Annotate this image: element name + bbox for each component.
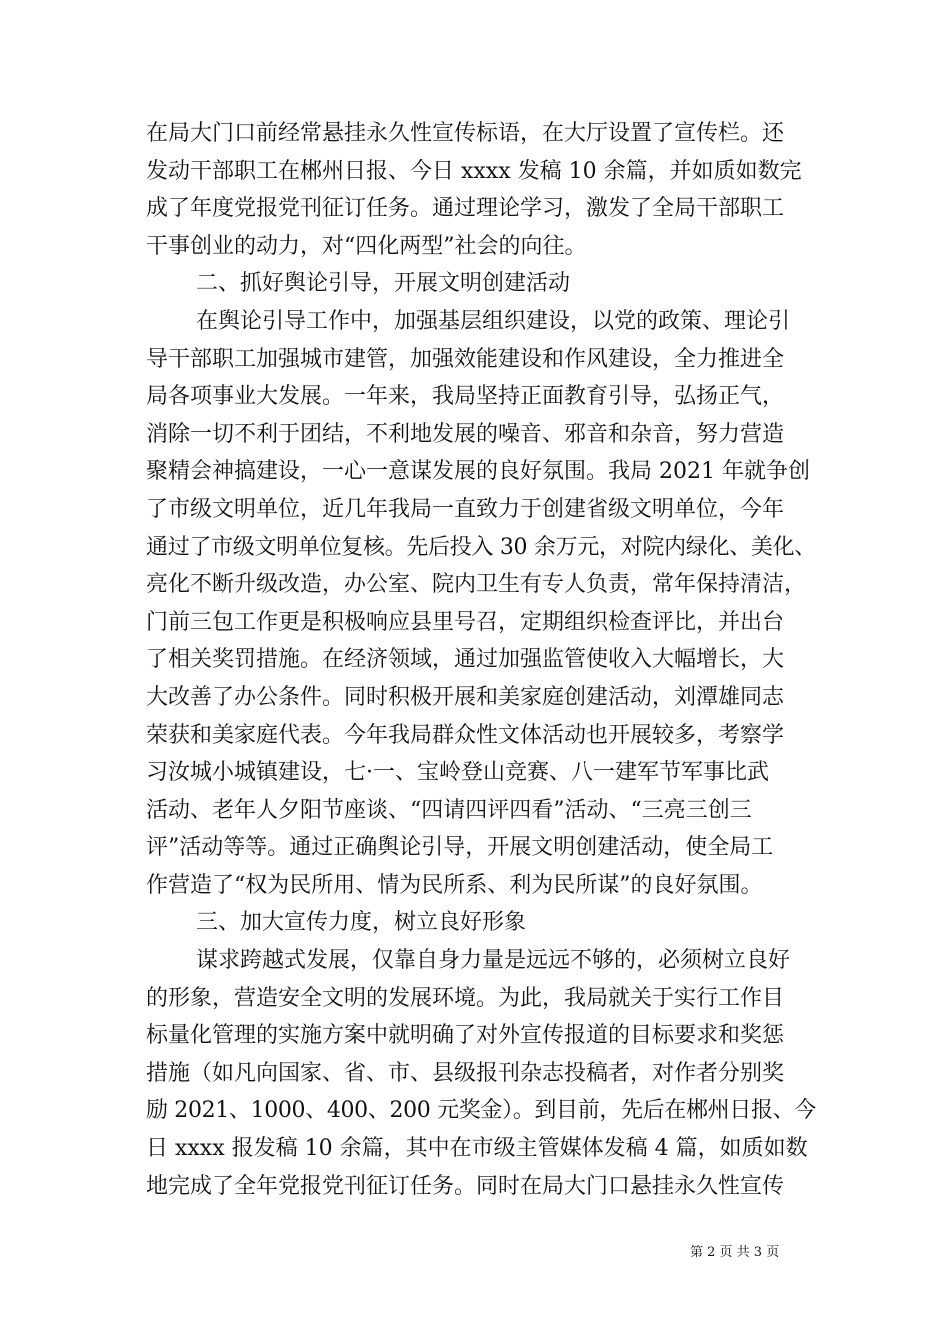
text-line: 活动、老年人夕阳节座谈、“四请四评四看”活动、“三亮三创三 [146,797,752,823]
text-line: 评”活动等等。通过正确舆论引导，开展文明创建活动，使全局工 [146,835,774,861]
text-line: 二、抓好舆论引导，开展文明创建活动 [196,271,571,297]
text-line: 谋求跨越式发展，仅靠自身力量是远远不够的，必须树立良好 [196,948,791,974]
text-line: 了相关奖罚措施。在经济领域，通过加强监管使收入大幅增长，大 [146,647,785,673]
text-line: 习汝城小城镇建设，七·一、宝岭登山竞赛、八一建军节军事比武 [146,760,769,786]
text-line: 地完成了全年党报党刊征订任务。同时在局大门口悬挂永久性宣传 [146,1173,785,1199]
text-line: 局各项事业大发展。一年来，我局坚持正面教育引导，弘扬正气， [146,384,785,410]
text-line: 励 2021、1000、400、200 元奖金）。到目前，先后在郴州日报、今 [146,1098,816,1124]
text-line: 了市级文明单位，近几年我局一直致力于创建省级文明单位，今年 [146,496,785,522]
text-line: 干事创业的动力，对“四化两型”社会的向往。 [146,233,587,259]
text-line: 的形象，营造安全文明的发展环境。为此，我局就关于实行工作目 [146,985,785,1011]
page-number-footer: 第 2 页 共 3 页 [690,1245,780,1260]
text-line: 荣获和美家庭代表。今年我局群众性文体活动也开展较多，考察学 [146,722,785,748]
text-line: 通过了市级文明单位复核。先后投入 30 余万元，对院内绿化、美化、 [146,534,816,560]
text-line: 标量化管理的实施方案中就明确了对外宣传报道的目标要求和奖惩 [146,1023,785,1049]
text-line: 措施（如凡向国家、省、市、县级报刊杂志投稿者，对作者分别奖 [146,1060,785,1086]
text-line: 大改善了办公条件。同时积极开展和美家庭创建活动，刘潭雄同志 [146,684,785,710]
text-line: 三、加大宣传力度，树立良好形象 [196,910,527,936]
text-line: 亮化不断升级改造，办公室、院内卫生有专人负责，常年保持清洁， [146,572,807,598]
text-line: 在舆论引导工作中，加强基层组织建设，以党的政策、理论引 [196,308,791,334]
text-line: 消除一切不利于团结，不利地发展的噪音、邪音和杂音，努力营造 [146,421,785,447]
text-line: 在局大门口前经常悬挂永久性宣传标语，在大厅设置了宣传栏。还 [146,121,785,146]
text-line: 成了年度党报党刊征订任务。通过理论学习，激发了全局干部职工 [146,196,785,222]
document-body [146,115,816,1205]
text-line: 作营造了“权为民所用、情为民所系、利为民所谋”的良好氛围。 [146,872,763,898]
text-line: 日 xxxx 报发稿 10 余篇，其中在市级主管媒体发稿 4 篇，如质如数 [146,1136,808,1162]
text-line: 导干部职工加强城市建管，加强效能建设和作风建设，全力推进全 [146,346,785,372]
text-line: 聚精会神搞建设，一心一意谋发展的良好氛围。我局 2021 年就争创 [146,459,810,485]
text-line: 门前三包工作更是积极响应县里号召，定期组织检查评比，并出台 [146,609,785,635]
text-line: 发动干部职工在郴州日报、今日 xxxx 发稿 10 余篇，并如质如数完 [146,158,802,184]
